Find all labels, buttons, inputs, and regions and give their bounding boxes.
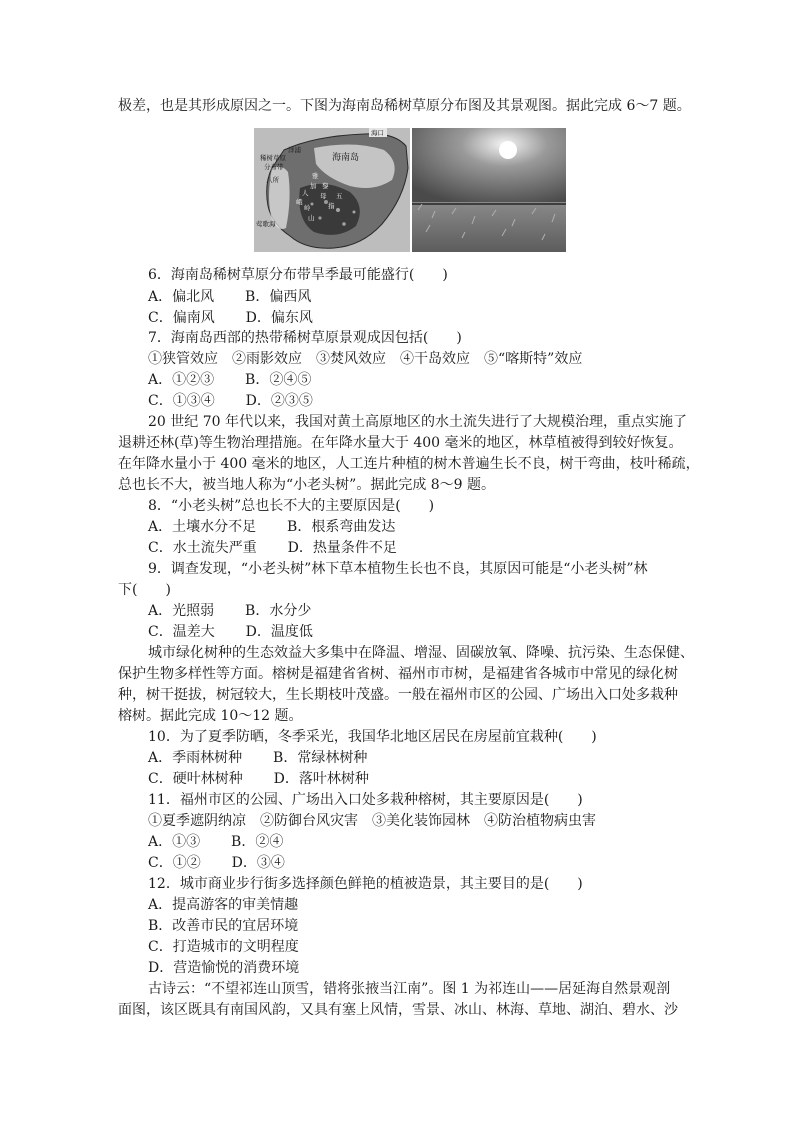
q7-stem: 7．海南岛西部的热带稀树草原景观成因包括( ) xyxy=(148,330,462,346)
q7-option-d[interactable]: D．②③⑤ xyxy=(245,393,313,409)
q11-option-c[interactable]: C．①② xyxy=(148,855,201,871)
label-ren: 人 xyxy=(302,189,309,197)
q9-option-d[interactable]: D．温度低 xyxy=(245,624,313,640)
q11-option-d[interactable]: D．③④ xyxy=(231,855,285,871)
q8-option-c[interactable]: C．水土流失严重 xyxy=(148,540,257,556)
savanna-landscape-photo xyxy=(412,128,566,252)
hainan-savanna-map xyxy=(254,128,410,252)
passage3-line1: 城市绿化树种的生态效益大多集中在降温、增湿、固碳放氧、降噪、抗污染、生态保健、 xyxy=(148,645,694,661)
q6-options-cd xyxy=(148,309,708,327)
q6-options-ab xyxy=(148,288,708,306)
q9-stem-line1: 9．调查发现，“小老头树”林下草本植物生长也不良，其原因可能是“小老头树”林 xyxy=(148,561,648,577)
q10-option-d[interactable]: D．落叶林树种 xyxy=(273,771,369,787)
q9-option-a[interactable]: A．光照弱 xyxy=(148,603,215,619)
q7-items: ①狭管效应 ②雨影效应 ③焚风效应 ④干岛效应 ⑤“喀斯特”效应 xyxy=(148,351,583,367)
label-jia: 加 xyxy=(310,182,317,190)
passage3-line3: 种，树干挺拔，树冠较大，生长期枝叶茂盛。一般在福州市区的公园、广场出入口处多栽种 xyxy=(118,687,678,703)
q10-option-c[interactable]: C．硬叶林树种 xyxy=(148,771,243,787)
label-basuo: 八所 xyxy=(266,176,279,184)
q7-option-b[interactable]: B．②④⑤ xyxy=(245,372,312,388)
passage2-line2: 退耕还林(草)等生物治理措施。在年降水量大于 400 毫米的地区，林草植被得到较好恢复。 xyxy=(118,435,683,451)
sun-icon xyxy=(499,141,517,159)
q6-option-b[interactable]: B．偏西风 xyxy=(245,289,312,305)
q10-options-ab xyxy=(148,749,708,767)
q12-option-b[interactable]: B．改善市民的宜居环境 xyxy=(148,918,299,934)
q8-options-cd xyxy=(148,539,708,557)
label-haikou: 海口 xyxy=(371,129,384,137)
q7-option-c[interactable]: C．①③④ xyxy=(148,393,215,409)
q11-option-b[interactable]: B．②④ xyxy=(231,834,284,850)
q11-options-cd xyxy=(148,854,708,872)
passage2-line3: 在年降水量小于 400 毫米的地区，人工连片种植的树木普遍生长不良，树干弯曲，枝叶稀疏， xyxy=(118,456,700,472)
q12-option-c[interactable]: C．打造城市的文明程度 xyxy=(148,939,299,955)
label-legend-2: 分布带 xyxy=(264,163,284,171)
q10-option-b[interactable]: B．常绿林树种 xyxy=(273,750,368,766)
q7-options-ab xyxy=(148,371,708,389)
q11-option-a[interactable]: A．①③ xyxy=(148,834,201,850)
q10-options-cd xyxy=(148,770,708,788)
label-legend-1: 稀树草原 xyxy=(260,154,286,162)
q9-option-b[interactable]: B．水分少 xyxy=(245,603,312,619)
q6-stem: 6．海南岛稀树草原分布带旱季最可能盛行( ) xyxy=(148,267,448,283)
passage4-line2: 面图，该区既具有南国风韵，又具有塞上风情，雪景、冰山、林海、草地、湖泊、碧水、沙 xyxy=(118,1002,678,1018)
q9-options-ab xyxy=(148,602,708,620)
q10-stem: 10．为了夏季防晒，冬季采光，我国华北地区居民在房屋前宜栽种( ) xyxy=(148,729,597,745)
q12-option-d[interactable]: D．营造愉悦的消费环境 xyxy=(148,960,300,976)
q9-options-cd xyxy=(148,623,708,641)
q8-option-b[interactable]: B．根系弯曲发达 xyxy=(287,519,396,535)
q11-stem: 11．福州市区的公园、广场出入口处多栽种榕树，其主要原因是( ) xyxy=(148,792,583,808)
q9-stem-line2: 下( ) xyxy=(118,582,171,598)
label-mu: 母 xyxy=(320,192,327,200)
intro-line: 极差，也是其形成原因之一。下图为海南岛稀树草原分布图及其景观图。据此完成 6～7 题。 xyxy=(118,98,691,114)
passage3-line2: 保护生物多样性等方面。榕树是福建省省树、福州市市树，是福建省各城市中常见的绿化树 xyxy=(118,666,678,682)
q9-option-c[interactable]: C．温差大 xyxy=(148,624,215,640)
label-ya: 雅 xyxy=(312,172,319,180)
label-shan: 山 xyxy=(308,214,315,222)
q7-option-a[interactable]: A．①②③ xyxy=(148,372,215,388)
q6-option-c[interactable]: C．偏南风 xyxy=(148,310,215,326)
q12-option-a[interactable]: A．提高游客的审美情趣 xyxy=(148,897,299,913)
q6-option-d[interactable]: D．偏东风 xyxy=(245,310,313,326)
passage4-line1: 古诗云：“不望祁连山顶雪，错将张掖当江南”。图 1 为祁连山——居延海自然景观剖 xyxy=(148,981,671,997)
label-li: 黎 xyxy=(322,182,329,190)
label-island: 海南岛 xyxy=(332,153,360,163)
q10-option-a[interactable]: A．季雨林树种 xyxy=(148,750,243,766)
label-zhi: 指 xyxy=(328,202,335,210)
label-ling: 岭 xyxy=(304,204,311,212)
label-wu: 五 xyxy=(336,192,343,200)
q8-option-d[interactable]: D．热量条件不足 xyxy=(287,540,397,556)
q8-options-ab xyxy=(148,518,708,536)
q6-option-a[interactable]: A．偏北风 xyxy=(148,289,215,305)
figure xyxy=(254,128,566,252)
q11-options-ab xyxy=(148,833,708,851)
passage3-line4: 榕树。据此完成 10～12 题。 xyxy=(118,708,303,724)
passage2-line1: 20 世纪 70 年代以来，我国对黄土高原地区的水土流失进行了大规模治理，重点实施了 xyxy=(148,414,687,430)
passage2-line4: 总也长不大，被当地人称为“小老头树”。据此完成 8～9 题。 xyxy=(118,477,496,493)
label-e: 峨 xyxy=(296,198,303,206)
label-yangpu: 洋浦 xyxy=(288,146,301,154)
q8-stem: 8．“小老头树”总也长不大的主要原因是( ) xyxy=(148,498,435,514)
label-yinggehai: 莺歌海 xyxy=(256,220,276,228)
q11-items: ①夏季遮阴纳凉 ②防御台风灾害 ③美化装饰园林 ④防治植物病虫害 xyxy=(148,813,596,829)
q12-stem: 12．城市商业步行街多选择颜色鲜艳的植被造景，其主要目的是( ) xyxy=(148,876,583,892)
q7-options-cd xyxy=(148,392,708,410)
q8-option-a[interactable]: A．土壤水分不足 xyxy=(148,519,257,535)
